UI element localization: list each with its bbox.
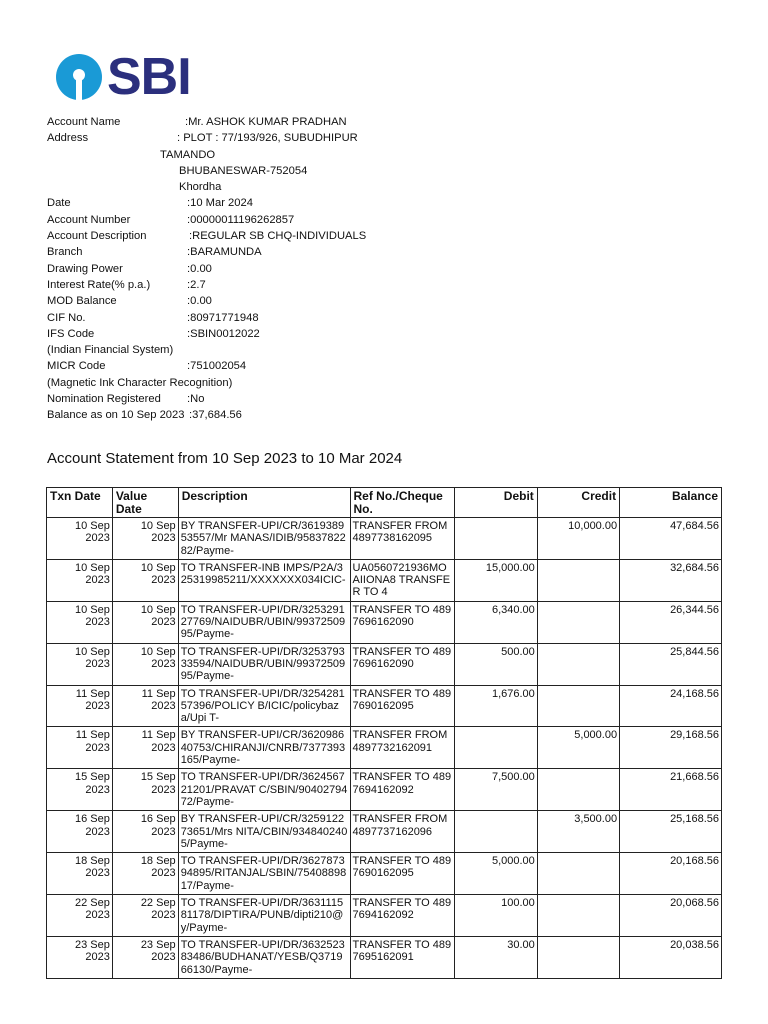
cell-ref-no: TRANSFER TO 4897694162092 [350, 769, 455, 811]
sbi-logo [55, 48, 191, 106]
cell-value-date: 10 Sep 2023 [112, 559, 178, 601]
cell-description: TO TRANSFER-UPI/DR/363252383486/BUDHANAT/YESB/Q371966130/Payme- [178, 936, 350, 978]
cell-description: TO TRANSFER-UPI/DR/325428157396/POLICY B/ICIC/policybaza/Upi T- [178, 685, 350, 727]
cell-ref-no: TRANSFER TO 4897696162090 [350, 643, 455, 685]
cell-balance: 32,684.56 [620, 559, 722, 601]
cell-credit [537, 853, 619, 895]
cell-description: TO TRANSFER-INB IMPS/P2A/325319985211/XXXXXXX034ICIC- [178, 559, 350, 601]
info-value: :SBIN0012022 [187, 327, 260, 340]
info-label: CIF No. [47, 311, 86, 324]
info-label: Interest Rate(% p.a.) [47, 278, 151, 291]
table-header-row [47, 488, 722, 518]
cell-ref-no: TRANSFER TO 4897695162091 [350, 936, 455, 978]
table-row [47, 685, 722, 727]
table-row [47, 643, 722, 685]
info-label: MOD Balance [47, 295, 117, 308]
cell-txn-date: 10 Sep 2023 [47, 559, 113, 601]
cell-ref-no: TRANSFER FROM 4897732162091 [350, 727, 455, 769]
cell-balance: 20,168.56 [620, 853, 722, 895]
info-value: :751002054 [187, 360, 247, 373]
cell-value-date: 16 Sep 2023 [112, 811, 178, 853]
header-ref-no: Ref No./Cheque No. [350, 488, 455, 518]
cell-credit [537, 685, 619, 727]
info-value: BHUBANESWAR-752054 [179, 164, 308, 177]
cell-balance: 21,668.56 [620, 769, 722, 811]
cell-txn-date: 11 Sep 2023 [47, 685, 113, 727]
info-label: MICR Code [47, 360, 106, 373]
table-row [47, 727, 722, 769]
cell-txn-date: 18 Sep 2023 [47, 853, 113, 895]
cell-debit: 15,000.00 [455, 559, 537, 601]
cell-value-date: 10 Sep 2023 [112, 643, 178, 685]
cell-ref-no: TRANSFER FROM 4897738162095 [350, 518, 455, 560]
cell-txn-date: 22 Sep 2023 [47, 895, 113, 937]
cell-debit: 6,340.00 [455, 601, 537, 643]
cell-credit [537, 601, 619, 643]
table-row [47, 769, 722, 811]
cell-value-date: 11 Sep 2023 [112, 727, 178, 769]
cell-value-date: 10 Sep 2023 [112, 518, 178, 560]
cell-value-date: 23 Sep 2023 [112, 936, 178, 978]
cell-ref-no: TRANSFER FROM 4897737162096 [350, 811, 455, 853]
cell-balance: 25,168.56 [620, 811, 722, 853]
cell-balance: 20,068.56 [620, 895, 722, 937]
sbi-logo-icon [55, 53, 103, 101]
cell-txn-date: 23 Sep 2023 [47, 936, 113, 978]
info-value: :BARAMUNDA [187, 246, 262, 259]
info-label: (Indian Financial System) [47, 344, 174, 357]
statement-title: Account Statement from 10 Sep 2023 to 10 Mar 2024 [47, 450, 403, 467]
cell-value-date: 15 Sep 2023 [112, 769, 178, 811]
info-value: TAMANDO [160, 148, 216, 161]
cell-ref-no: TRANSFER TO 4897694162092 [350, 895, 455, 937]
info-value: :37,684.56 [189, 409, 242, 422]
info-value: :Mr. ASHOK KUMAR PRADHAN [185, 116, 347, 128]
cell-debit: 500.00 [455, 643, 537, 685]
info-label: Balance as on 10 Sep 2023 [47, 409, 185, 422]
cell-ref-no: TRANSFER TO 4897696162090 [350, 601, 455, 643]
table-row [47, 895, 722, 937]
cell-description: TO TRANSFER-UPI/DR/325329127769/NAIDUBR/UBIN/9937250995/Payme- [178, 601, 350, 643]
cell-description: TO TRANSFER-UPI/DR/363111581178/DIPTIRA/PUNB/dipti210@y/Payme- [178, 895, 350, 937]
info-value: :0.00 [187, 262, 212, 275]
cell-txn-date: 16 Sep 2023 [47, 811, 113, 853]
info-value: : PLOT : 77/193/926, SUBUDHIPUR [177, 132, 358, 145]
sbi-logo-text: SBI [107, 48, 191, 106]
cell-debit: 30.00 [455, 936, 537, 978]
cell-credit: 3,500.00 [537, 811, 619, 853]
cell-debit: 100.00 [455, 895, 537, 937]
cell-credit [537, 936, 619, 978]
cell-balance: 26,344.56 [620, 601, 722, 643]
info-value: :00000011196262857 [187, 213, 295, 226]
info-label: Date [47, 197, 71, 210]
info-value: :0.00 [187, 295, 212, 308]
cell-value-date: 11 Sep 2023 [112, 685, 178, 727]
cell-debit: 5,000.00 [455, 853, 537, 895]
table-row [47, 811, 722, 853]
cell-balance: 47,684.56 [620, 518, 722, 560]
info-value: :2.7 [187, 278, 206, 291]
cell-credit [537, 769, 619, 811]
info-label: IFS Code [47, 327, 95, 340]
table-row [47, 853, 722, 895]
cell-balance: 29,168.56 [620, 727, 722, 769]
table-row [47, 559, 722, 601]
cell-credit: 10,000.00 [537, 518, 619, 560]
cell-description: TO TRANSFER-UPI/DR/362456721201/PRAVAT C/SBIN/9040279472/Payme- [178, 769, 350, 811]
cell-txn-date: 10 Sep 2023 [47, 601, 113, 643]
cell-debit: 7,500.00 [455, 769, 537, 811]
cell-ref-no: UA0560721936MOAIIONA8 TRANSFER TO 4 [350, 559, 455, 601]
info-label: Nomination Registered [47, 393, 161, 406]
table-row [47, 601, 722, 643]
cell-debit [455, 518, 537, 560]
cell-debit: 1,676.00 [455, 685, 537, 727]
cell-ref-no: TRANSFER TO 4897690162095 [350, 685, 455, 727]
header-txn-date: Txn Date [47, 488, 113, 518]
info-value: :80971771948 [187, 311, 259, 324]
header-value-date: Value Date [112, 488, 178, 518]
info-label: Account Number [47, 213, 131, 226]
cell-balance: 24,168.56 [620, 685, 722, 727]
cell-txn-date: 10 Sep 2023 [47, 643, 113, 685]
header-balance: Balance [620, 488, 722, 518]
statement-table [46, 487, 722, 979]
cell-balance: 25,844.56 [620, 643, 722, 685]
cell-credit: 5,000.00 [537, 727, 619, 769]
cell-debit [455, 811, 537, 853]
cell-value-date: 10 Sep 2023 [112, 601, 178, 643]
cell-value-date: 18 Sep 2023 [112, 853, 178, 895]
info-label: Account Description [47, 230, 147, 243]
header-debit: Debit [455, 488, 537, 518]
table-row [47, 518, 722, 560]
info-label: Account Name [47, 116, 121, 128]
cell-credit [537, 895, 619, 937]
info-value: Khordha [179, 181, 222, 194]
cell-credit [537, 643, 619, 685]
info-label: Address [47, 132, 89, 145]
info-label: (Magnetic Ink Character Recognition) [47, 376, 233, 389]
info-value: :No [187, 393, 205, 406]
cell-value-date: 22 Sep 2023 [112, 895, 178, 937]
cell-txn-date: 11 Sep 2023 [47, 727, 113, 769]
cell-balance: 20,038.56 [620, 936, 722, 978]
cell-txn-date: 10 Sep 2023 [47, 518, 113, 560]
cell-description: TO TRANSFER-UPI/DR/362787394895/RITANJAL/SBIN/7540889817/Payme- [178, 853, 350, 895]
cell-credit [537, 559, 619, 601]
info-label: Branch [47, 246, 83, 259]
info-value: :REGULAR SB CHQ-INDIVIDUALS [189, 230, 367, 243]
cell-description: TO TRANSFER-UPI/DR/325379333594/NAIDUBR/UBIN/9937250995/Payme- [178, 643, 350, 685]
info-value: :10 Mar 2024 [187, 197, 253, 210]
cell-txn-date: 15 Sep 2023 [47, 769, 113, 811]
header-credit: Credit [537, 488, 619, 518]
cell-description: BY TRANSFER-UPI/CR/325912273651/Mrs NITA/CBIN/9348402405/Payme- [178, 811, 350, 853]
cell-ref-no: TRANSFER TO 4897690162095 [350, 853, 455, 895]
cell-debit [455, 727, 537, 769]
table-row [47, 936, 722, 978]
header-description: Description [178, 488, 350, 518]
cell-description: BY TRANSFER-UPI/CR/362098640753/CHIRANJI/CNRB/7377393165/Payme- [178, 727, 350, 769]
cell-description: BY TRANSFER-UPI/CR/361938953557/Mr MANAS/IDIB/9583782282/Payme- [178, 518, 350, 560]
info-label: Drawing Power [47, 262, 123, 275]
